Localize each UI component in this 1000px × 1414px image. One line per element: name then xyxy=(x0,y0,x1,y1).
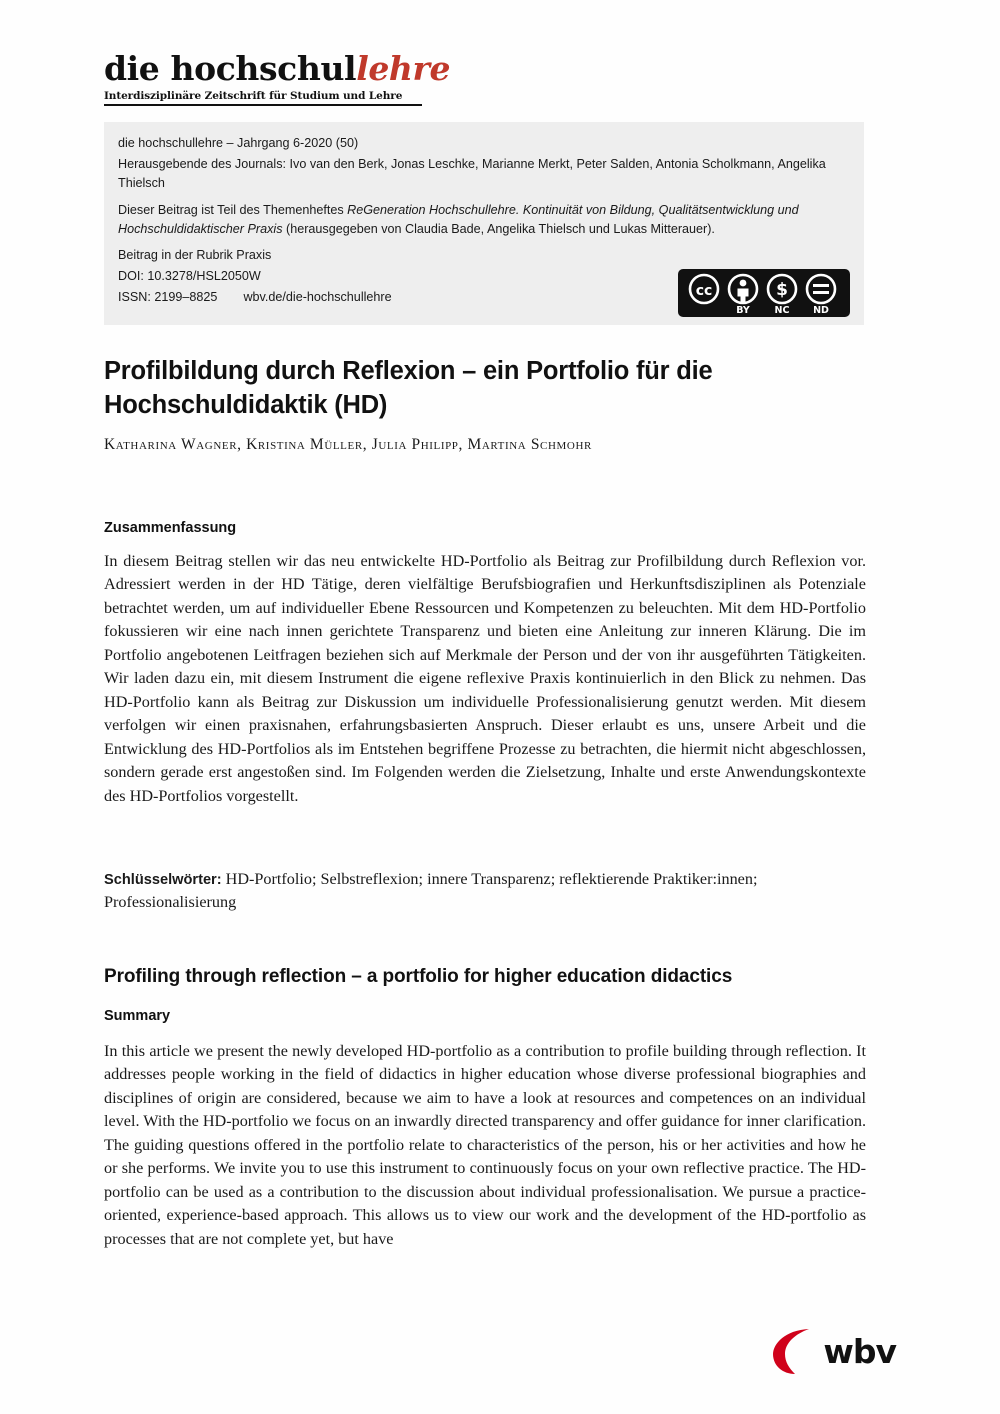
abstract-en-text: In this article we present the newly developed HD-portfolio as a contribution to profile building through reflection. It addresses people working in the field of didactics in higher education whose diverse professional biographies and disciplines of origin are considered, because we aim to have a look at resources and competences on an individual level. With the HD-portfolio we focus on an inwardly directed transparency and offer guidance for inner clarification. The guiding questions offered in the portfolio relate to characteristics of the person, his or her activities and how he or she performs. We invite you to use this instrument to continuously focus on your own reflective practice. The HD-portfolio can be used as a contribution to the discussion about individual professionalisation. We pursue a practice-oriented, experience-based approach. This allows us to view our work and the development of the HD-portfolio as processes that are not complete yet, but have xyxy=(104,1042,866,1248)
theme-intro: Dieser Beitrag ist Teil des Themenheftes xyxy=(118,202,348,217)
svg-text:cc: cc xyxy=(695,283,713,300)
keywords-values: HD-Portfolio; Selbstreflexion; innere Transparenz; reflektierende Praktiker:innen; Professionalisierung xyxy=(104,870,758,912)
journal-subtitle: Interdisziplinäre Zeitschrift für Studium und Lehre xyxy=(104,89,403,102)
doi-line: DOI: 10.3278/HSL2050W xyxy=(118,269,261,284)
publisher-logo xyxy=(769,1326,896,1376)
theme-title: ReGeneration Hochschullehre. Kontinuität von Bildung, Qualitätsentwicklung und Hochschuldidaktischer Praxis xyxy=(118,202,799,236)
editors-line: Herausgebende des Journals: Ivo van den Berk, Jonas Leschke, Marianne Merkt, Peter Salden, Antonia Scholkmann, Angelika Thielsch xyxy=(118,156,826,190)
abstract-de-text: In diesem Beitrag stellen wir das neu entwickelte HD-Portfolio als Beitrag zur Profilbildung durch Reflexion vor. Adressiert werden in der HD Tätige, deren vielfältige Berufsbiografien und Herkunftsdisziplinen als Potenziale betrachtet werden, um auf individueller Ebene Ressourcen und Kompetenzen zu beleuchten. Mit dem HD-Portfolio fokussieren wir eine nach innen gerichtete Transparenz und bieten eine Anleitung zur inneren Klärung. Die im Portfolio angebotenen Leitfragen beziehen sich auf Merkmale der Person und der von ihr ausgeführten Tätigkeiten. Wir laden dazu ein, mit diesem Instrument die eigene reflexive Praxis kontinuierlich in den Blick zu nehmen. Das HD-Portfolio kann als Beitrag zur Diskussion um individuelle Professionalisierung genutzt werden. Mit diesem verfolgen wir einen praxisnahen, erfahrungsbasierten Anspruch. Dieser erlaubt es uns, unsere Arbeit und die Entwicklung des HD-Portfolios als im Entstehen begriffene Prozesse zu betrachten, die hiermit nicht abgeschlossen, sondern gerade erst angestoßen sind. Im Folgenden werden die Zielsetzung, Inhalte und erste Anwendungskontexte des HD-Portfolios vorgestellt. xyxy=(104,552,866,805)
wbv-swoosh-icon xyxy=(769,1326,815,1376)
journal-title-italic: lehre xyxy=(356,49,451,88)
issn-line: ISSN: 2199–8825 xyxy=(118,290,218,305)
page-title-en: Profiling through reflection – a portfolio for higher education didactics xyxy=(104,965,733,987)
keywords-line xyxy=(104,868,866,915)
issue-line: die hochschullehre – Jahrgang 6-2020 (50) xyxy=(118,136,359,150)
theme-tail: (herausgegeben von Claudia Bade, Angelika Thielsch und Lukas Mitterauer). xyxy=(282,221,715,236)
theme-line xyxy=(118,201,850,239)
keywords-label: Schlüsselwörter: xyxy=(104,872,222,888)
journal-title xyxy=(104,49,864,88)
journal-title-plain: die hochschul xyxy=(104,49,357,88)
abstract-de-heading: Zusammenfassung xyxy=(104,520,237,536)
author-list: Katharina Wagner, Kristina Müller, Julia Philipp, Martina Schmohr xyxy=(104,436,592,453)
masthead-divider xyxy=(104,104,422,106)
rubric-line: Beitrag in der Rubrik Praxis xyxy=(118,248,272,263)
journal-url[interactable]: wbv.de/die-hochschullehre xyxy=(243,290,392,305)
metadata-box xyxy=(104,122,864,325)
journal-masthead xyxy=(104,49,864,106)
svg-text:ND: ND xyxy=(813,305,829,317)
svg-text:$: $ xyxy=(776,280,788,301)
svg-text:BY: BY xyxy=(736,305,750,317)
creative-commons-by-nc-nd-icon[interactable] xyxy=(678,269,850,317)
abstract-en-heading: Summary xyxy=(104,1008,171,1024)
publisher-name: wbv xyxy=(823,1331,896,1371)
page-title: Profilbildung durch Reflexion – ein Portfolio für die Hochschuldidaktik (HD) xyxy=(104,357,713,419)
svg-text:NC: NC xyxy=(774,305,790,317)
